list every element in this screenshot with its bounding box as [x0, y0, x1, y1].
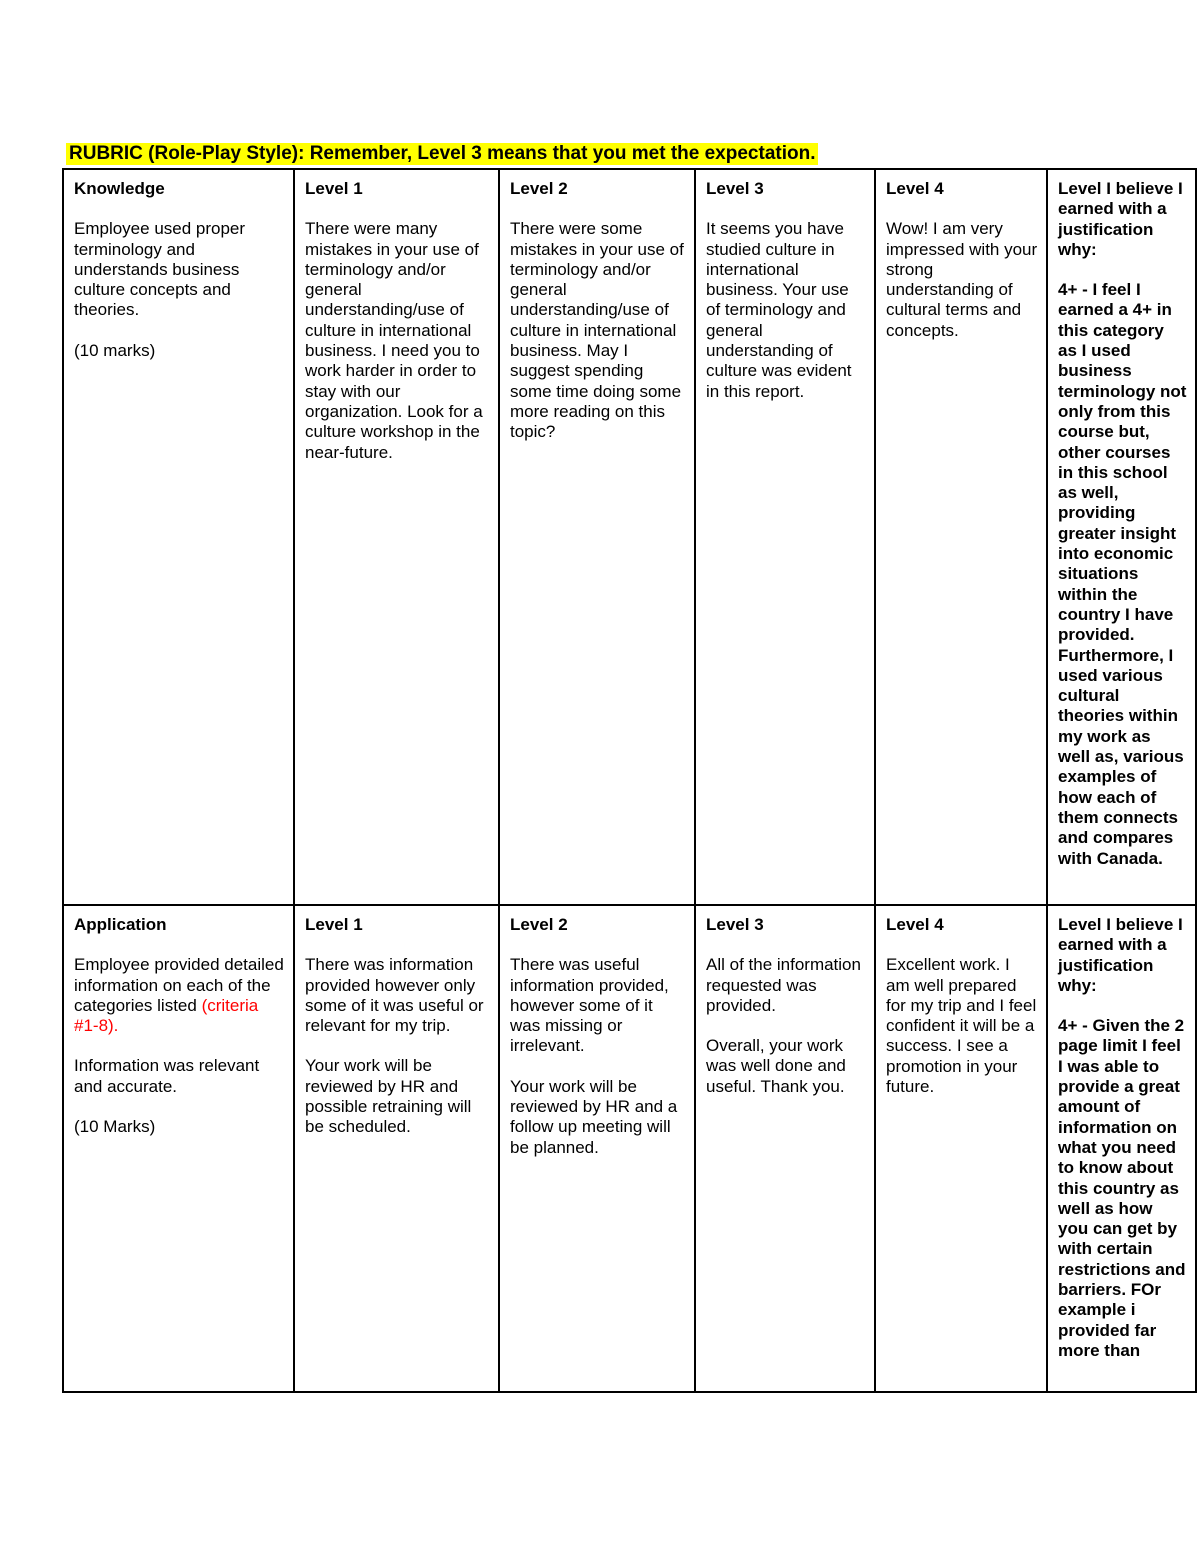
level1-cell	[294, 169, 499, 905]
level-description-2: Your work will be reviewed by HR and possible retraining will be scheduled.	[305, 1056, 472, 1137]
level3-cell	[695, 905, 875, 1392]
self-assessment-cell	[1047, 169, 1196, 905]
level-description-2: Overall, your work was well done and useful. Thank you.	[706, 1036, 846, 1096]
level1-cell	[294, 905, 499, 1392]
level-description: There was useful information provided, however some of it was missing or irrelevant.	[510, 955, 669, 1056]
level-label: Level 2	[510, 179, 568, 198]
level-description: There were many mistakes in your use of terminology and/or general understanding/use of culture in international business. I need you to work harder in order to stay with our organization. Look for a culture workshop in the near-future.	[305, 219, 483, 462]
category-cell	[63, 169, 294, 905]
self-assessment-label: Level I believe I earned with a justification why:	[1058, 179, 1183, 259]
level-description: Wow! I am very impressed with your strong understanding of cultural terms and concepts.	[886, 219, 1038, 340]
level-description: There were some mistakes in your use of terminology and/or general understanding/use of culture in international business. May I suggest spending some time doing some more reading on this topic?	[510, 219, 684, 442]
category-description	[74, 955, 285, 1036]
level-description: Excellent work. I am well prepared for my trip and I feel confident it will be a success. I see a promotion in your future.	[886, 955, 1037, 1097]
level-label: Level 2	[510, 915, 568, 934]
category-cell	[63, 905, 294, 1392]
level-label: Level 3	[706, 179, 764, 198]
category-description-text: Employee provided detailed information on each of the categories listed	[74, 955, 284, 1015]
rubric-row-application	[63, 905, 1196, 1392]
criteria-reference: (criteria #1-8).	[74, 995, 259, 1036]
category-description-2: Information was relevant and accurate.	[74, 1056, 260, 1096]
level-description: It seems you have studied culture in international business. Your use of terminology and general understanding of culture was evident in this report.	[706, 219, 852, 401]
self-assessment-justification: 4+ - I feel I earned a 4+ in this category as I used business terminology not only from this course but, other courses in this school as well, providing greater insight into economic situations within the country I have provided. Furthermore, I used various cultural theories within my work as well as, various examples of how each of them connects and compares with Canada.	[1058, 280, 1187, 868]
category-name: Knowledge	[74, 179, 165, 198]
level-description: All of the information requested was provided.	[706, 955, 861, 1015]
self-assessment-label: Level I believe I earned with a justification why:	[1058, 915, 1183, 995]
level-description-2: Your work will be reviewed by HR and a follow up meeting will be planned.	[510, 1076, 678, 1157]
self-assessment-justification: 4+ - Given the 2 page limit I feel I was able to provide a great amount of information on what you need to know about this country as well as how you can get by with certain restrictions and barriers. FOr example i provided far more than	[1058, 1016, 1186, 1360]
level-description: There was information provided however only some of it was useful or relevant for my trip.	[305, 955, 484, 1036]
level-label: Level 3	[706, 915, 764, 934]
rubric-table	[62, 168, 1197, 1393]
category-marks: (10 marks)	[74, 340, 156, 360]
level-label: Level 1	[305, 179, 363, 198]
category-description: Employee used proper terminology and understands business culture concepts and theories.	[74, 219, 246, 320]
level4-cell	[875, 905, 1047, 1392]
level-label: Level 4	[886, 179, 944, 198]
rubric-title: RUBRIC (Role-Play Style): Remember, Level 3 means that you met the expectation.	[66, 143, 818, 165]
level-label: Level 4	[886, 915, 944, 934]
self-assessment-cell	[1047, 905, 1196, 1392]
category-name: Application	[74, 915, 167, 934]
category-marks: (10 Marks)	[74, 1117, 156, 1137]
rubric-row-knowledge	[63, 169, 1196, 905]
level4-cell	[875, 169, 1047, 905]
level2-cell	[499, 169, 695, 905]
level2-cell	[499, 905, 695, 1392]
level3-cell	[695, 169, 875, 905]
level-label: Level 1	[305, 915, 363, 934]
